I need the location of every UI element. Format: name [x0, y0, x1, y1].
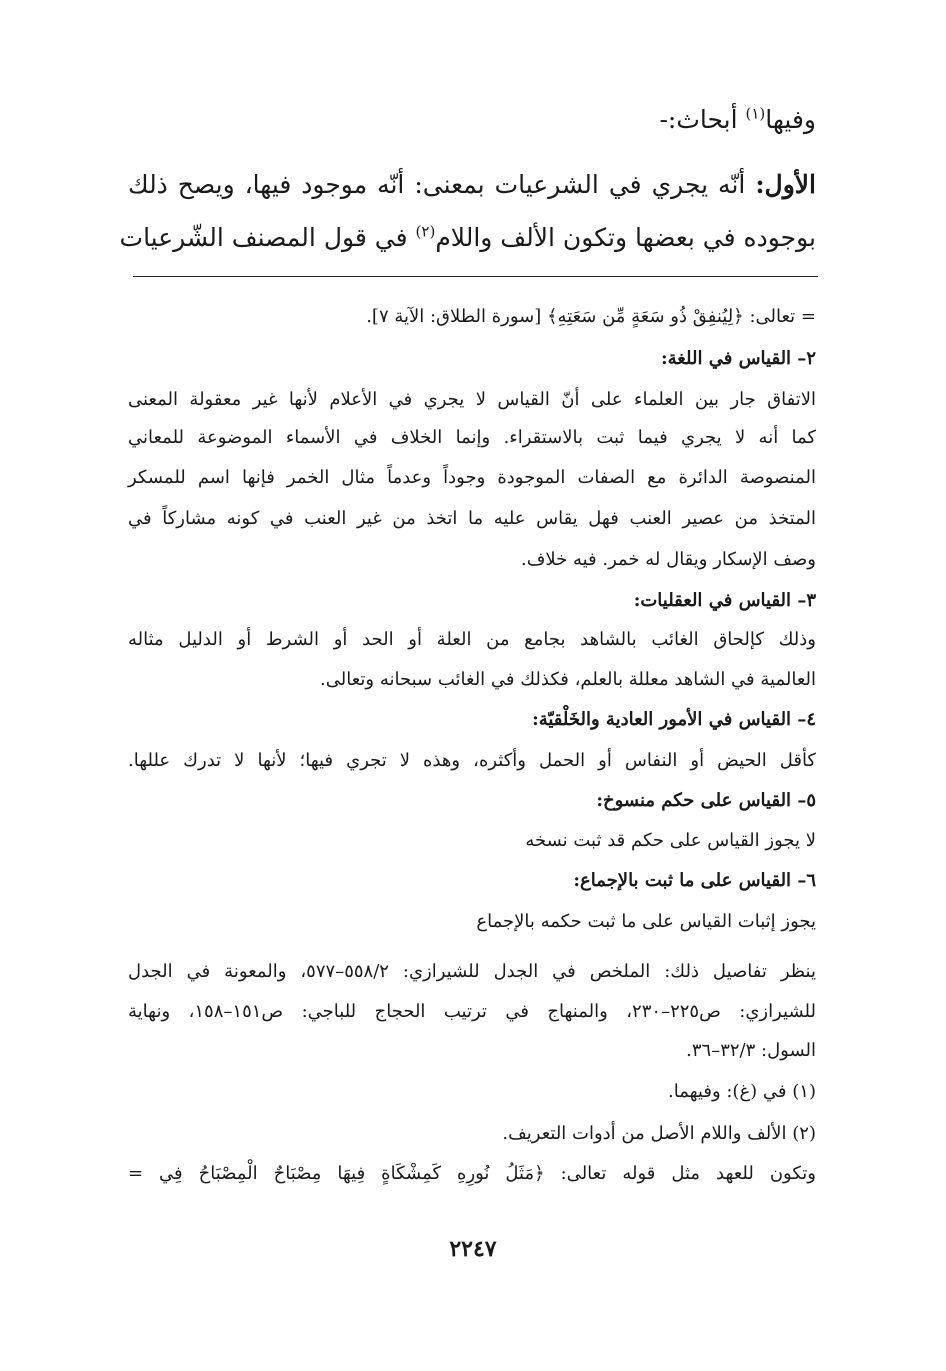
footnote-line: السول: ٣٢/٣–٣٦. — [686, 1040, 816, 1061]
footnote-line: ينظر تفاصيل ذلك: الملخص في الجدل للشيرازي: ٥٥٨/٢–٥٧٧، والمعونة في الجدل — [128, 961, 816, 982]
footnote-subheading: ٣– القياس في العقليات: — [633, 590, 816, 611]
body-text: أنّه يجري في الشرعيات بمعنى: أنّه موجود فيها، ويصح ذلك — [128, 170, 756, 199]
body-text: في قول المصنف الشّرعيات — [119, 223, 416, 252]
footnote-line: للشيرازي: ص٢٢٥–٢٣٠، والمنهاج في ترتيب الحجاج للباجي: ص١٥١–١٥٨، ونهاية — [128, 1001, 816, 1022]
body-text: بوجوده في بعضها وتكون الألف واللام — [435, 223, 816, 252]
footnote-line: يجوز إثبات القياس على ما ثبت حكمه بالإجماع — [476, 911, 816, 932]
paragraph-label: الأول: — [755, 170, 816, 199]
footnote-ref-1: (١) — [745, 104, 766, 123]
footnote-subheading: ٢– القياس في اللغة: — [661, 348, 816, 369]
footnote-line: لا يجوز القياس على حكم قد ثبت نسخه — [525, 830, 816, 851]
footnote-subheading: ٥– القياس على حكم منسوخ: — [596, 790, 816, 811]
page-number: ٢٢٤٧ — [449, 1236, 497, 1262]
footnote-line: العالمية في الشاهد معللة بالعلم، فكذلك في الغائب سبحانه وتعالى. — [320, 669, 816, 690]
heading-word: وفيها — [765, 105, 816, 134]
footnote-line: الاتفاق جار بين العلماء على أنّ القياس لا يجري في الأعلام لأنها غير معقولة المعنى — [128, 389, 816, 410]
footnote-separator — [133, 276, 818, 277]
heading-rest: أبحاث:- — [659, 105, 746, 134]
footnote-line: وصف الإسكار ويقال له خمر. فيه خلاف. — [520, 549, 816, 570]
footnote-subheading: ٤– القياس في الأمور العادية والخَلْقيّة: — [532, 709, 816, 730]
footnote-line: المنصوصة الدائرة مع الصفات الموجودة وجوداً وعدماً مثال الخمر فإنها اسم للمسكر — [128, 467, 816, 488]
body-line-1 — [128, 169, 816, 202]
footnote-line: المتخذ من عصير العنب فهل يقاس عليه ما اتخذ من غير العنب في كونه مشاركاً في — [128, 508, 816, 529]
footnote-ref-2: (٢) — [415, 222, 436, 241]
footnote-line: كأقل الحيض أو النفاس أو الحمل وأكثره، وهذه لا تجري فيها؛ لأنها لا تدرك عللها. — [128, 750, 816, 771]
footnote-line: كما أنه لا يجري فيما ثبت بالاستقراء. وإنما الخلاف في الأسماء الموضوعة للمعاني — [128, 427, 816, 448]
footnote-subheading: ٦– القياس على ما ثبت بالإجماع: — [573, 870, 816, 891]
footnote-line: (٢) الألف واللام الأصل من أدوات التعريف. — [502, 1123, 816, 1144]
section-heading — [128, 104, 816, 137]
footnote-line: = تعالى: ﴿لِيُنفِقْ ذُو سَعَةٍ مِّن سَعَتِهِ﴾ [سورة الطلاق: الآية ٧]. — [366, 306, 816, 327]
footnote-line: وذلك كإلحاق الغائب بالشاهد بجامع من العلة أو الحد أو الشرط أو الدليل مثاله — [128, 629, 816, 650]
footnote-line: وتكون للعهد مثل قوله تعالى: ﴿مَثَلُ نُورِهِ كَمِشْكَاةٍ فِيهَا مِصْبَاحٌ الْمِصْبَاحُ فِي = — [128, 1163, 816, 1184]
body-line-2 — [119, 222, 816, 255]
footnote-line: (١) في (غ): وفيهما. — [668, 1081, 816, 1102]
